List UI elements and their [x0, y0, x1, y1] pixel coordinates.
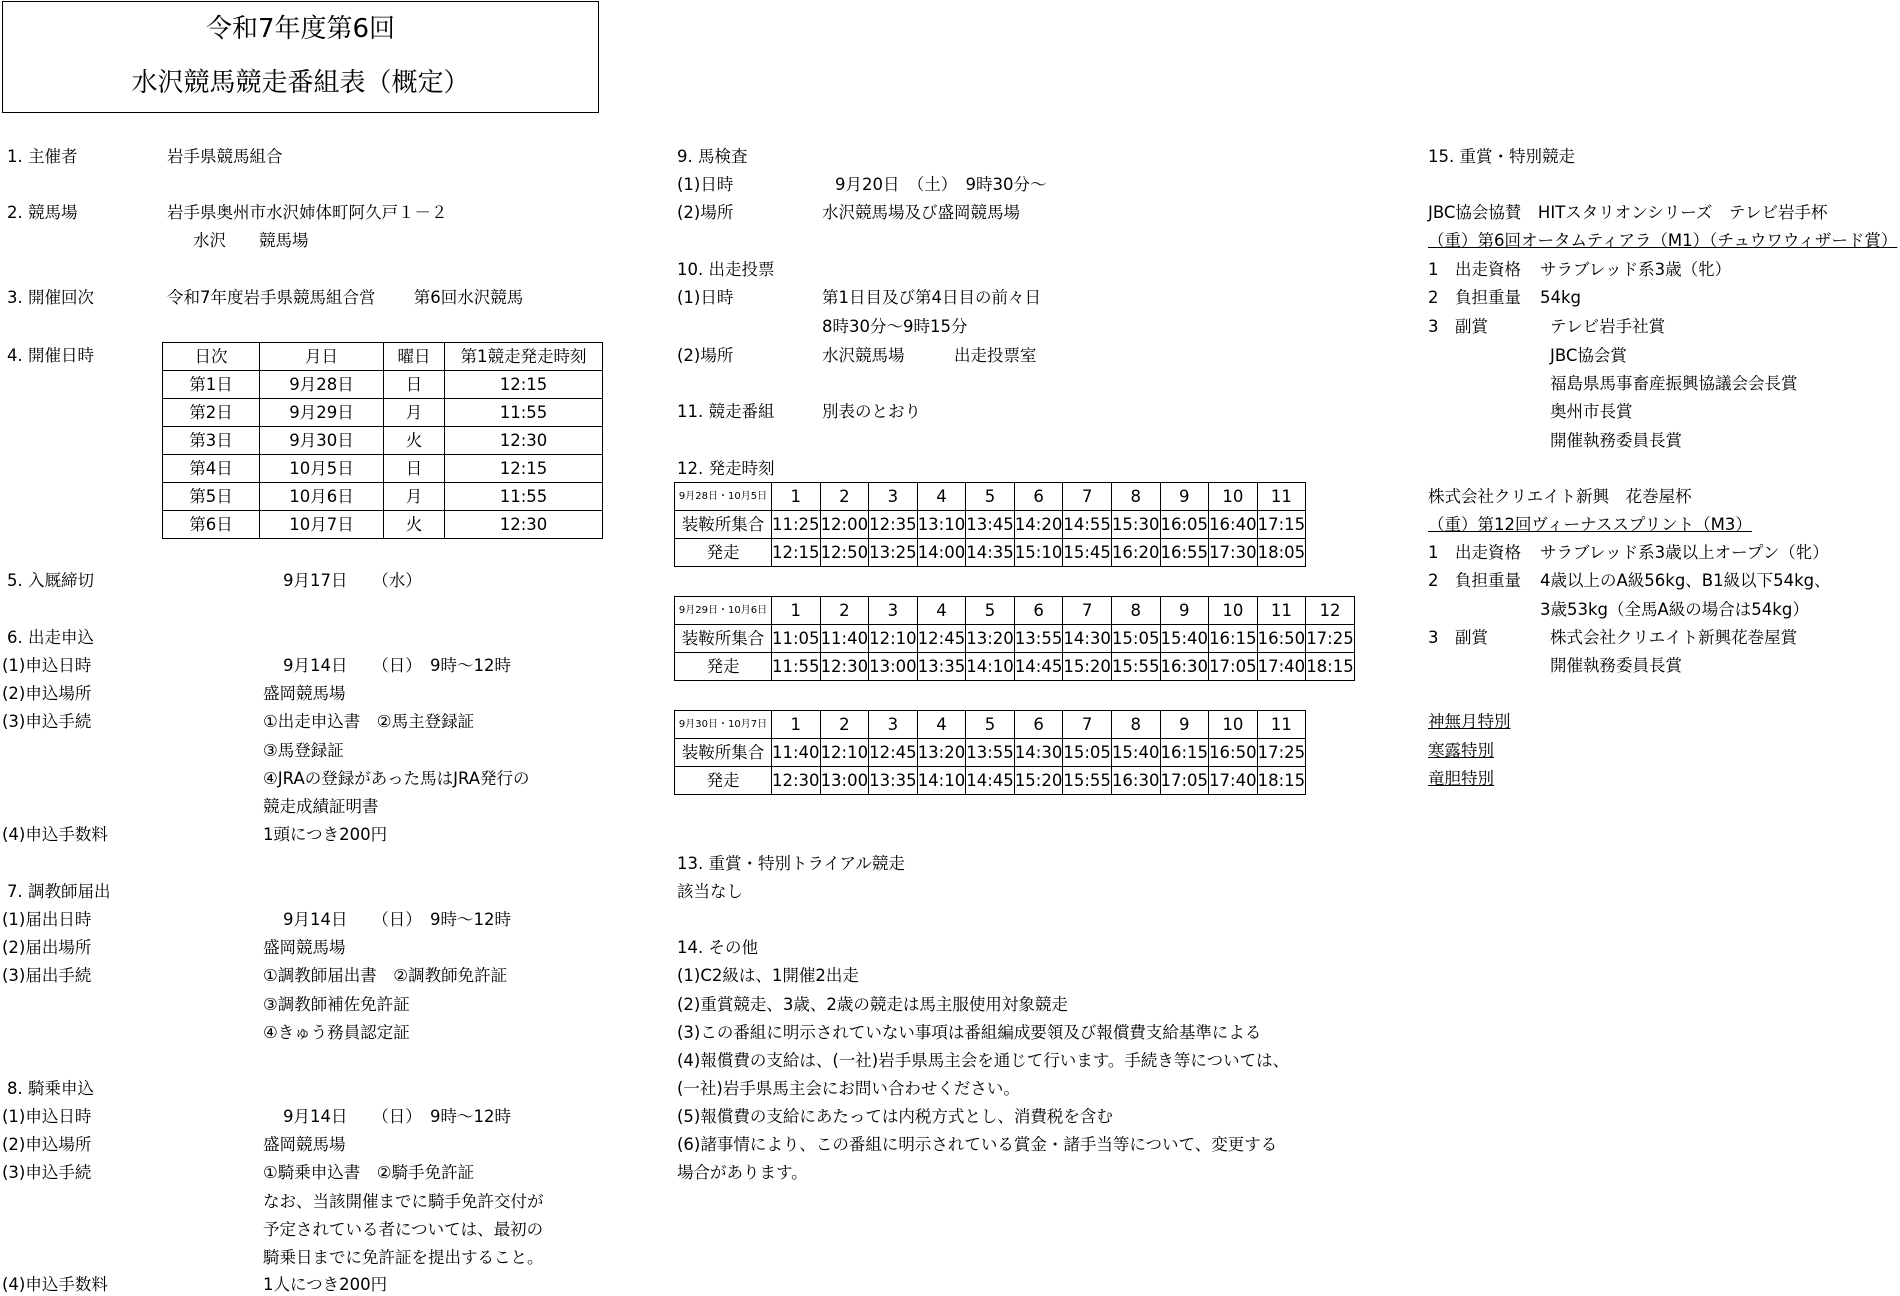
- race1-prize: 開催執務委員長賞: [1550, 431, 1682, 450]
- start-row-label: 発走: [675, 653, 772, 681]
- start-time-cell: 14:10: [966, 653, 1015, 681]
- race-number-cell: 7: [1063, 597, 1112, 625]
- saddle-row-label: 装鞍所集合: [675, 739, 772, 767]
- saddle-time-cell: 14:20: [1014, 511, 1063, 539]
- s8-d2-value: 盛岡競馬場: [263, 1135, 346, 1154]
- schedule-cell: 第2日: [163, 399, 260, 427]
- s8-d3-label: (3)申込手続: [2, 1163, 92, 1182]
- schedule-header-cell: 月日: [260, 343, 384, 371]
- race1-name: （重）第6回オータムティアラ（M1）（チュウワウィザード賞）: [1428, 231, 1898, 250]
- saddle-time-cell: 15:40: [1111, 739, 1160, 767]
- schedule-cell: 月: [384, 399, 445, 427]
- schedule-row: [163, 427, 603, 455]
- saddle-time-cell: 15:30: [1111, 511, 1160, 539]
- start-time-row: [675, 653, 1355, 681]
- race1-prize: テレビ岩手社賞: [1550, 317, 1666, 336]
- s5-value: 9月17日 （水）: [283, 571, 422, 590]
- s6-d4-value: 1頭につき200円: [263, 825, 388, 844]
- s14-line: 場合があります。: [677, 1163, 808, 1182]
- s6-d2-label: (2)申込場所: [2, 684, 92, 703]
- schedule-cell: 12:15: [445, 455, 603, 483]
- race-number-cell: 9: [1160, 711, 1209, 739]
- s8-d4-value: 1人につき200円: [263, 1275, 388, 1294]
- title-box: [2, 1, 599, 113]
- start-time-cell: 14:45: [966, 767, 1015, 795]
- schedule-row: [163, 455, 603, 483]
- race-number-cell: 10: [1209, 711, 1258, 739]
- saddle-time-cell: 16:05: [1160, 511, 1209, 539]
- race2-name: （重）第12回ヴィーナススプリント（M3）: [1428, 515, 1752, 534]
- s11-value: 別表のとおり: [822, 402, 921, 421]
- special-race: 竜胆特別: [1428, 769, 1494, 788]
- race-number-cell: 6: [1014, 711, 1063, 739]
- saddle-time-cell: 16:50: [1209, 739, 1258, 767]
- s2-value2: 水沢 競馬場: [193, 231, 309, 250]
- s7-d2-value: 盛岡競馬場: [263, 938, 346, 957]
- saddle-time-cell: 12:45: [869, 739, 918, 767]
- saddle-time-cell: 17:15: [1257, 511, 1306, 539]
- s14-line: (2)重賞競走、3歳、2歳の競走は馬主服使用対象競走: [677, 995, 1068, 1014]
- start-row-label: 発走: [675, 767, 772, 795]
- start-time-cell: 18:15: [1257, 767, 1306, 795]
- schedule-cell: 第4日: [163, 455, 260, 483]
- race-number-cell: 4: [917, 597, 966, 625]
- s7-d1-value: 9月14日 （日） 9時～12時: [283, 910, 511, 929]
- race-number-cell: 8: [1111, 711, 1160, 739]
- schedule-cell: 10月5日: [260, 455, 384, 483]
- schedule-row: [163, 399, 603, 427]
- s7-d3-line1: ①調教師届出書 ②調教師免許証: [263, 966, 508, 985]
- race-number-cell: 6: [1014, 597, 1063, 625]
- start-time-cell: 15:10: [1014, 539, 1063, 567]
- start-time-cell: 15:55: [1063, 767, 1112, 795]
- s6-d1-value: 9月14日 （日） 9時～12時: [283, 656, 511, 675]
- s8-d1-value: 9月14日 （日） 9時～12時: [283, 1107, 511, 1126]
- s14-line: (3)この番組に明示されていない事項は番組編成要領及び報償費支給基準による: [677, 1023, 1262, 1042]
- race-number-cell: 10: [1209, 597, 1258, 625]
- schedule-header-cell: 曜日: [384, 343, 445, 371]
- start-time-cell: 12:30: [772, 767, 821, 795]
- saddle-time-cell: 16:15: [1209, 625, 1258, 653]
- s14-line: (1)C2級は、1開催2出走: [677, 966, 859, 985]
- schedule-cell: 火: [384, 427, 445, 455]
- race-number-cell: 11: [1257, 711, 1306, 739]
- race-number-cell: 5: [966, 597, 1015, 625]
- saddle-time-cell: 16:50: [1257, 625, 1306, 653]
- race-number-row: [675, 597, 1355, 625]
- start-time-cell: 17:40: [1257, 653, 1306, 681]
- race-number-cell: 4: [917, 483, 966, 511]
- saddle-time-cell: 12:45: [917, 625, 966, 653]
- start-time-cell: 16:20: [1111, 539, 1160, 567]
- start-time-cell: 15:55: [1111, 653, 1160, 681]
- s14-line: (4)報償費の支給は、(一社)岩手県馬主会を通じて行います。手続き等については、: [677, 1051, 1290, 1070]
- s6-d3-line4: 競走成績証明書: [263, 797, 379, 816]
- race-number-cell: 8: [1111, 597, 1160, 625]
- s9-d1-label: (1)日時: [677, 175, 734, 194]
- saddle-time-cell: 14:55: [1063, 511, 1112, 539]
- table-dates-label: 9月28日・10月5日: [675, 483, 772, 511]
- schedule-cell: 火: [384, 511, 445, 539]
- saddle-time-row: [675, 625, 1355, 653]
- saddle-time-cell: 17:25: [1306, 625, 1355, 653]
- race2-weight-value2: 3歳53kg（全馬A級の場合は54kg）: [1540, 600, 1809, 619]
- race-number-row: [675, 483, 1306, 511]
- s1-label: 1. 主催者: [7, 147, 78, 166]
- s6-d1-label: (1)申込日時: [2, 656, 92, 675]
- saddle-time-cell: 13:20: [917, 739, 966, 767]
- special-race: 寒露特別: [1428, 741, 1494, 760]
- saddle-time-row: [675, 739, 1306, 767]
- s6-d3-line3: ④JRAの登録があった馬はJRA発行の: [263, 769, 530, 788]
- saddle-time-cell: 12:10: [820, 739, 869, 767]
- race-number-cell: 4: [917, 711, 966, 739]
- race1-sponsor: JBC協会協賛 HITスタリオンシリーズ テレビ岩手杯: [1428, 203, 1828, 222]
- start-time-row: [675, 539, 1306, 567]
- s10-d2-value: 水沢競馬場 出走投票室: [822, 346, 1037, 365]
- start-time-table-1: [674, 482, 1306, 567]
- s14-line: (5)報償費の支給にあたっては内税方式とし、消費税を含む: [677, 1107, 1113, 1126]
- race2-sponsor: 株式会社クリエイト新興 花巻屋杯: [1428, 487, 1692, 506]
- start-time-row: [675, 767, 1306, 795]
- saddle-time-cell: 14:30: [1014, 739, 1063, 767]
- schedule-cell: 10月7日: [260, 511, 384, 539]
- special-race: 神無月特別: [1428, 712, 1511, 731]
- race2-weight-value: 4歳以上のA級56kg、B1級以下54kg、: [1540, 571, 1831, 590]
- s14-label: 14. その他: [677, 938, 758, 957]
- race-number-cell: 11: [1257, 597, 1306, 625]
- table-dates-label: 9月30日・10月7日: [675, 711, 772, 739]
- s6-d3-line2: ③馬登録証: [263, 741, 344, 760]
- schedule-cell: 10月6日: [260, 483, 384, 511]
- start-time-cell: 11:55: [772, 653, 821, 681]
- schedule-row: [163, 483, 603, 511]
- schedule-cell: 9月29日: [260, 399, 384, 427]
- schedule-cell: 日: [384, 371, 445, 399]
- saddle-time-cell: 12:10: [869, 625, 918, 653]
- start-time-cell: 13:00: [869, 653, 918, 681]
- saddle-row-label: 装鞍所集合: [675, 625, 772, 653]
- race2-prize-label: 3 副賞: [1428, 628, 1488, 647]
- race-number-cell: 9: [1160, 483, 1209, 511]
- race2-weight-label: 2 負担重量: [1428, 571, 1521, 590]
- schedule-cell: 12:15: [445, 371, 603, 399]
- table-dates-label: 9月29日・10月6日: [675, 597, 772, 625]
- s1-value: 岩手県競馬組合: [167, 147, 283, 166]
- s11-label: 11. 競走番組: [677, 402, 775, 421]
- schedule-cell: 日: [384, 455, 445, 483]
- s6-d3-label: (3)申込手続: [2, 712, 92, 731]
- s6-d4-label: (4)申込手数料: [2, 825, 108, 844]
- schedule-row: [163, 511, 603, 539]
- race-number-cell: 1: [772, 711, 821, 739]
- race-number-cell: 2: [820, 711, 869, 739]
- start-time-cell: 12:30: [820, 653, 869, 681]
- race-number-cell: 3: [869, 711, 918, 739]
- schedule-cell: 9月30日: [260, 427, 384, 455]
- saddle-time-cell: 14:30: [1063, 625, 1112, 653]
- saddle-time-cell: 13:45: [966, 511, 1015, 539]
- race-number-cell: 6: [1014, 483, 1063, 511]
- saddle-time-cell: 11:25: [772, 511, 821, 539]
- s13-label: 13. 重賞・特別トライアル競走: [677, 854, 905, 873]
- schedule-cell: 9月28日: [260, 371, 384, 399]
- start-time-cell: 15:45: [1063, 539, 1112, 567]
- start-row-label: 発走: [675, 539, 772, 567]
- s14-line: (6)諸事情により、この番組に明示されている賞金・諸手当等について、変更する: [677, 1135, 1278, 1154]
- saddle-time-cell: 17:25: [1257, 739, 1306, 767]
- s12-label: 12. 発走時刻: [677, 459, 775, 478]
- s8-d3-line4: 騎乗日までに免許証を提出すること。: [263, 1248, 544, 1267]
- race-number-cell: 11: [1257, 483, 1306, 511]
- saddle-time-cell: 11:40: [820, 625, 869, 653]
- saddle-time-row: [675, 511, 1306, 539]
- title-line2: 水沢競馬競走番組表（概定）: [131, 68, 470, 98]
- saddle-time-cell: 12:35: [869, 511, 918, 539]
- s9-d1-value: 9月20日 （土） 9時30分～: [835, 175, 1047, 194]
- race1-weight-value: 54kg: [1540, 288, 1582, 307]
- s15-label: 15. 重賞・特別競走: [1428, 147, 1575, 166]
- start-time-cell: 14:00: [917, 539, 966, 567]
- race-number-cell: 1: [772, 483, 821, 511]
- saddle-time-cell: 13:10: [917, 511, 966, 539]
- race1-weight-label: 2 負担重量: [1428, 288, 1521, 307]
- s6-d2-value: 盛岡競馬場: [263, 684, 346, 703]
- race1-prize: JBC協会賞: [1550, 346, 1627, 365]
- s9-d2-label: (2)場所: [677, 203, 734, 222]
- saddle-row-label: 装鞍所集合: [675, 511, 772, 539]
- s8-d1-label: (1)申込日時: [2, 1107, 92, 1126]
- schedule-cell: 第6日: [163, 511, 260, 539]
- s10-d1-value: 第1日目及び第4日目の前々日: [822, 288, 1041, 307]
- start-time-cell: 18:05: [1257, 539, 1306, 567]
- race2-eligibility-label: 1 出走資格: [1428, 543, 1521, 562]
- race2-eligibility-value: サラブレッド系3歳以上オープン（牝）: [1540, 543, 1829, 562]
- start-time-cell: 12:50: [820, 539, 869, 567]
- start-time-cell: 18:15: [1306, 653, 1355, 681]
- start-time-cell: 13:00: [820, 767, 869, 795]
- s10-d1-value2: 8時30分～9時15分: [822, 317, 968, 336]
- s7-d1-label: (1)届出日時: [2, 910, 92, 929]
- saddle-time-cell: 13:20: [966, 625, 1015, 653]
- schedule-header-cell: 第1競走発走時刻: [445, 343, 603, 371]
- saddle-time-cell: 16:15: [1160, 739, 1209, 767]
- schedule-row: [163, 371, 603, 399]
- s3-value: 令和7年度岩手県競馬組合営 第6回水沢競馬: [167, 288, 524, 307]
- race-number-cell: 3: [869, 597, 918, 625]
- schedule-cell: 11:55: [445, 399, 603, 427]
- start-time-cell: 17:05: [1209, 653, 1258, 681]
- start-time-table-3: [674, 710, 1306, 795]
- s3-label: 3. 開催回次: [7, 288, 94, 307]
- race1-eligibility-label: 1 出走資格: [1428, 260, 1521, 279]
- title-line1: 令和7年度第6回: [205, 14, 396, 44]
- s8-d3-line2: なお、当該開催までに騎手免許交付が: [263, 1192, 544, 1211]
- schedule-cell: 12:30: [445, 427, 603, 455]
- s8-label: 8. 騎乗申込: [7, 1079, 94, 1098]
- s10-label: 10. 出走投票: [677, 260, 775, 279]
- s8-d3-line3: 予定されている者については、最初の: [263, 1220, 544, 1239]
- start-time-cell: 17:40: [1209, 767, 1258, 795]
- race2-prize: 株式会社クリエイト新興花巻屋賞: [1550, 628, 1798, 647]
- race1-eligibility-value: サラブレッド系3歳（牝）: [1540, 260, 1732, 279]
- start-time-cell: 15:20: [1063, 653, 1112, 681]
- start-time-cell: 16:55: [1160, 539, 1209, 567]
- start-time-cell: 13:35: [869, 767, 918, 795]
- s7-label: 7. 調教師届出: [7, 882, 111, 901]
- race-number-cell: 7: [1063, 711, 1112, 739]
- start-time-cell: 12:15: [772, 539, 821, 567]
- saddle-time-cell: 11:40: [772, 739, 821, 767]
- race1-prize-label: 3 副賞: [1428, 317, 1488, 336]
- start-time-cell: 14:35: [966, 539, 1015, 567]
- race-number-cell: 3: [869, 483, 918, 511]
- s13-value: 該当なし: [677, 882, 743, 901]
- saddle-time-cell: 15:05: [1063, 739, 1112, 767]
- s2-label: 2. 競馬場: [7, 203, 78, 222]
- start-time-cell: 17:30: [1209, 539, 1258, 567]
- s4-label: 4. 開催日時: [7, 346, 94, 365]
- s7-d3-line3: ④きゅう務員認定証: [263, 1023, 410, 1042]
- schedule-cell: 第5日: [163, 483, 260, 511]
- saddle-time-cell: 13:55: [966, 739, 1015, 767]
- s7-d3-label: (3)届出手続: [2, 966, 92, 985]
- s14-line: (一社)岩手県馬主会にお問い合わせください。: [677, 1079, 1020, 1098]
- s8-d3-line1: ①騎乗申込書 ②騎手免許証: [263, 1163, 475, 1182]
- start-time-cell: 13:35: [917, 653, 966, 681]
- race-number-row: [675, 711, 1306, 739]
- start-time-cell: 16:30: [1160, 653, 1209, 681]
- s7-d2-label: (2)届出場所: [2, 938, 92, 957]
- s7-d3-line2: ③調教師補佐免許証: [263, 995, 410, 1014]
- race1-prize: 福島県馬事畜産振興協議会会長賞: [1550, 374, 1798, 393]
- s6-d3-line1: ①出走申込書 ②馬主登録証: [263, 712, 475, 731]
- start-time-table-2: [674, 596, 1355, 681]
- s2-value: 岩手県奥州市水沢姉体町阿久戸１－２: [167, 203, 448, 222]
- s10-d2-label: (2)場所: [677, 346, 734, 365]
- schedule-table: [162, 342, 603, 539]
- s9-d2-value: 水沢競馬場及び盛岡競馬場: [822, 203, 1020, 222]
- start-time-cell: 16:30: [1111, 767, 1160, 795]
- s10-d1-label: (1)日時: [677, 288, 734, 307]
- saddle-time-cell: 12:00: [820, 511, 869, 539]
- saddle-time-cell: 15:05: [1111, 625, 1160, 653]
- race1-prize: 奥州市長賞: [1550, 402, 1633, 421]
- race-number-cell: 12: [1306, 597, 1355, 625]
- schedule-header-cell: 日次: [163, 343, 260, 371]
- s6-label: 6. 出走申込: [7, 628, 94, 647]
- schedule-cell: 11:55: [445, 483, 603, 511]
- race-number-cell: 5: [966, 483, 1015, 511]
- saddle-time-cell: 15:40: [1160, 625, 1209, 653]
- race-number-cell: 7: [1063, 483, 1112, 511]
- s8-d4-label: (4)申込手数料: [2, 1275, 108, 1294]
- schedule-cell: 月: [384, 483, 445, 511]
- saddle-time-cell: 11:05: [772, 625, 821, 653]
- start-time-cell: 15:20: [1014, 767, 1063, 795]
- saddle-time-cell: 16:40: [1209, 511, 1258, 539]
- race-number-cell: 2: [820, 483, 869, 511]
- start-time-cell: 17:05: [1160, 767, 1209, 795]
- schedule-cell: 12:30: [445, 511, 603, 539]
- schedule-cell: 第1日: [163, 371, 260, 399]
- race-number-cell: 2: [820, 597, 869, 625]
- start-time-cell: 14:10: [917, 767, 966, 795]
- start-time-cell: 13:25: [869, 539, 918, 567]
- s5-label: 5. 入厩締切: [7, 571, 94, 590]
- race-number-cell: 8: [1111, 483, 1160, 511]
- race-number-cell: 5: [966, 711, 1015, 739]
- s9-label: 9. 馬検査: [677, 147, 748, 166]
- race-number-cell: 9: [1160, 597, 1209, 625]
- race-number-cell: 1: [772, 597, 821, 625]
- schedule-header-row: [163, 343, 603, 371]
- start-time-cell: 14:45: [1014, 653, 1063, 681]
- race-number-cell: 10: [1209, 483, 1258, 511]
- s8-d2-label: (2)申込場所: [2, 1135, 92, 1154]
- schedule-cell: 第3日: [163, 427, 260, 455]
- saddle-time-cell: 13:55: [1014, 625, 1063, 653]
- race2-prize: 開催執務委員長賞: [1550, 656, 1682, 675]
